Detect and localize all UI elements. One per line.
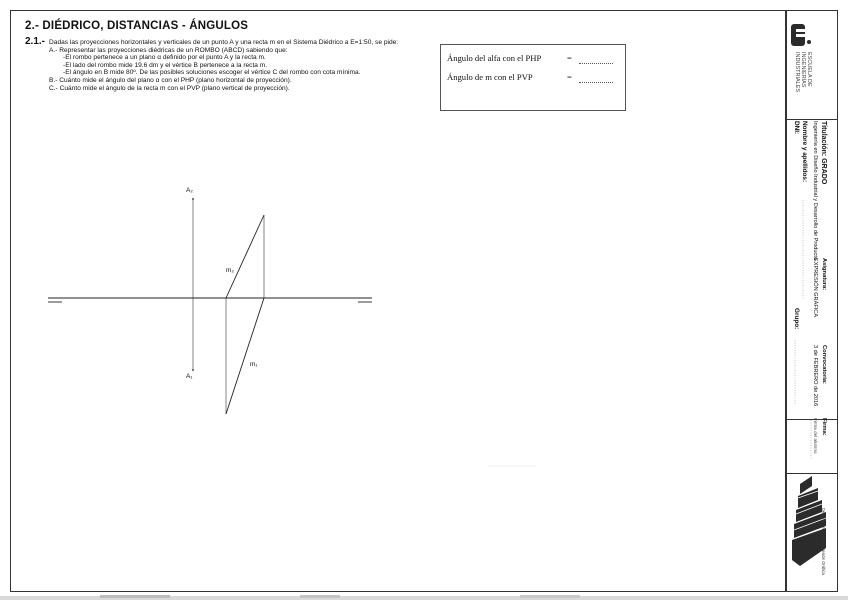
subject-name: EXPRESIÓN GRÁFICA <box>812 258 818 318</box>
answer-label-m-pvp: Ángulo de m con el PVP <box>447 72 533 82</box>
school-name: ESCUELA DE INGENIERÍAS INDUSTRIALES <box>794 52 812 93</box>
convocatoria-label: Convocatoria: <box>821 345 827 384</box>
label-a1: A₁ <box>186 373 193 380</box>
answer-equals-2: = <box>567 72 572 82</box>
convocatoria-date: 3 de FEBRERO de 2016 <box>812 345 818 407</box>
problem-intro: Dadas las proyecciones horizontales y verticales de un punto A y una recta m en el Sistema Diédrico a E=1:50, se pide: <box>49 39 399 46</box>
dni-label: DNI: <box>793 121 800 135</box>
label-a2: A₂ <box>186 187 193 194</box>
item-a: A.- Representar las proyecciones diédricas de un ROMBO (ABCD) sabiendo que: <box>49 46 288 54</box>
degree-title: Titulación: GRADO <box>820 121 827 185</box>
answer-label-alpha-php: Ángulo del alfa con el PHP <box>447 53 542 63</box>
page-title: 2.- DIÉDRICO, DISTANCIAS - ÁNGULOS <box>25 20 249 32</box>
answer-equals-1: = <box>567 53 572 63</box>
degree-full-name: Ingeniería en Diseño Industrial y Desarrollo de Producto <box>812 121 818 260</box>
problem-number: 2.1.- <box>25 36 46 47</box>
item-a-condition-2: -El lado del rombo mide 19.6 dm y el vértice B pertenece a la recta m. <box>63 61 268 69</box>
group-label: Grupo: <box>793 308 800 330</box>
name-label: Nombre y apellidos: <box>801 121 808 183</box>
subject-label: Asignatura: <box>821 258 827 291</box>
item-c: C.- Cuánto mide el ángulo de la recta m con el PVP (plano vertical de proyección). <box>49 84 290 92</box>
label-m2: m₂ <box>226 267 234 274</box>
scan-edge-shadow <box>0 592 848 600</box>
label-m1: m₁ <box>250 361 258 368</box>
signature-label: Firma: <box>821 418 827 436</box>
item-a-condition-3: -El ángulo en B mide 80º. De las posibles soluciones escoger el vértice C del rombo con cota mínima. <box>63 69 361 77</box>
item-a-condition-1: -El rombo pertenece a un plano α definido por el punto A y la recta m. <box>63 54 266 62</box>
signature-note: Firma del alumno <box>813 418 818 454</box>
department-name: Departamento de Expresión Gráfica <box>821 508 826 575</box>
item-b: B.- Cuánto mide el ángulo del plano α con el PHP (plano horizontal de proyección). <box>49 76 292 84</box>
